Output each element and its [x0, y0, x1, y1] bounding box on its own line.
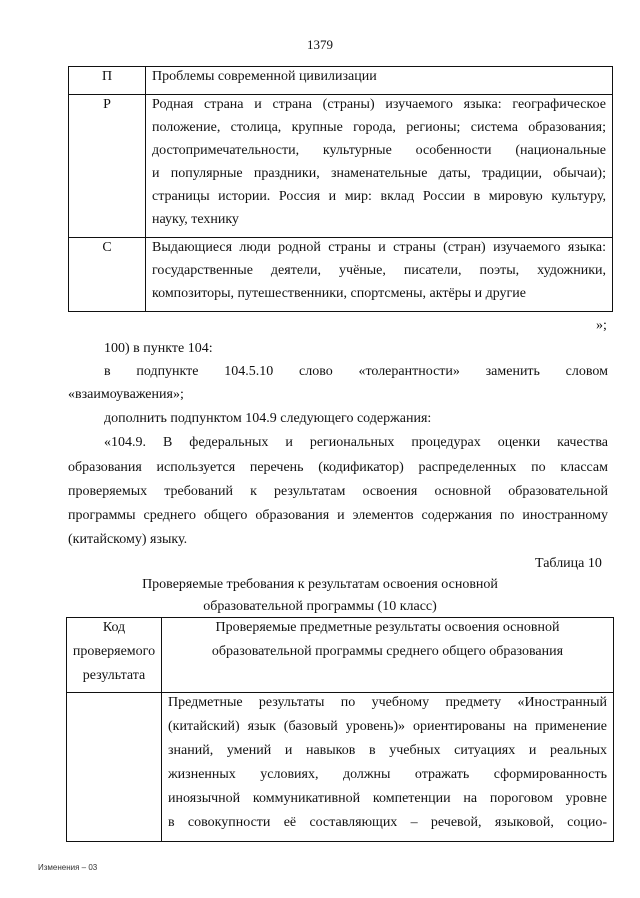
row-code: С: [69, 238, 146, 312]
requirements-table: [66, 617, 614, 842]
paragraph-104-9-line: программы среднего общего образования и элементов содержания по иностранному: [68, 508, 608, 523]
header-text: результата: [82, 668, 146, 683]
row-code: Р: [69, 95, 146, 238]
row-text-line: Проблемы современной цивилизации: [152, 69, 377, 84]
table-label: Таблица 10: [535, 556, 602, 571]
table-row: [69, 67, 613, 95]
closing-quote: »;: [596, 318, 607, 333]
table-header-row: [67, 618, 614, 693]
row-text-line: науку, технику: [152, 212, 239, 227]
header-code-cell: [67, 618, 162, 693]
table-title: Проверяемые требования к результатам освоения основной: [142, 577, 498, 592]
table-row: [69, 238, 613, 312]
result-text-line: Предметные результаты по учебному предмету «Иностранный: [168, 695, 607, 710]
row-text-line: достопримечательности, культурные особенности (национальные: [152, 143, 606, 158]
row-text-line: положение, столица, крупные города, регионы; система образования;: [152, 120, 606, 135]
table-row: [67, 693, 614, 842]
table-title: образовательной программы (10 класс): [203, 599, 437, 614]
header-text: образовательной программы среднего общего образования: [211, 644, 564, 659]
paragraph-104-9-line: (китайскому) языку.: [68, 532, 188, 547]
paragraph-subitem: в подпункте 104.5.10 слово «толерантности» заменить словом: [104, 364, 608, 379]
paragraph-item-100: 100) в пункте 104:: [104, 341, 213, 356]
row-code: П: [69, 67, 146, 95]
row-text-line: композиторы, путешественники, спортсмены, актёры и другие: [152, 286, 526, 301]
row-text-line: Выдающиеся люди родной страны и страны (стран) изучаемого языка:: [152, 240, 606, 255]
topics-table: [68, 66, 613, 312]
result-text-line: (китайский) язык (базовый уровень)» ориентированы на применение: [168, 719, 607, 734]
result-text-line: жизненных условиях, должны отражать сформированность: [168, 767, 607, 782]
header-text: Код: [102, 620, 126, 635]
header-text: Проверяемые предметные результаты освоения основной: [215, 620, 560, 635]
header-text: проверяемого: [72, 644, 156, 659]
row-text-line: страницы истории. Россия и мир: вклад России в мировую культуру,: [152, 189, 606, 204]
row-text-line: государственные деятели, учёные, писатели, поэты, художники,: [152, 263, 606, 278]
header-results-cell: [162, 618, 614, 693]
paragraph-add: дополнить подпунктом 104.9 следующего содержания:: [104, 411, 432, 426]
result-text-line: знаний, умений и навыков в учебных ситуациях и реальных: [168, 743, 607, 758]
result-text-line: в совокупности её составляющих – речевой, языковой, социо-: [168, 815, 607, 830]
row-text-line: и популярные праздники, знаменательные даты, традиции, обычаи);: [152, 166, 606, 181]
footer-revision: Изменения – 03: [38, 863, 98, 872]
paragraph-subitem-cont: «взаимоуважения»;: [68, 387, 184, 402]
row-text-line: Родная страна и страна (страны) изучаемого языка: географическое: [152, 97, 606, 112]
empty-code-cell: [67, 693, 162, 842]
paragraph-104-9-line: образования используется перечень (кодификатор) распределенных по классам: [68, 460, 608, 475]
paragraph-104-9-line: проверяемых требований к результатам освоения основной образовательной: [68, 484, 608, 499]
paragraph-104-9-line: «104.9. В федеральных и региональных процедурах оценки качества: [104, 435, 608, 450]
page-number: 1379: [307, 37, 333, 52]
result-text-line: иноязычной коммуникативной компетенции на пороговом уровне: [168, 791, 607, 806]
table-row: [69, 95, 613, 238]
